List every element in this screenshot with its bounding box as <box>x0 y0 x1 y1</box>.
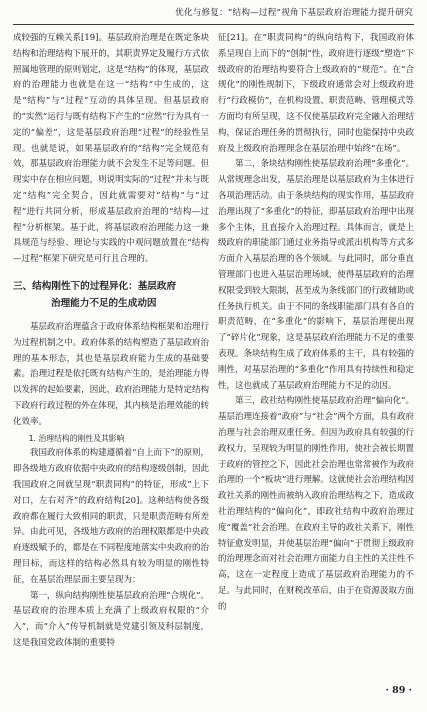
left-column <box>13 31 209 671</box>
section-title-line-2: 治理能力不足的生成动因 <box>51 297 157 309</box>
section-title <box>13 278 209 312</box>
section-title-line-1: 三、结构刚性下的过程异化：基层政府 <box>13 280 177 292</box>
subsection-heading: 1. 治理结构的刚性及其影响 <box>28 433 125 443</box>
paragraph: 成较强的互赖关系[19]。基层政府治理是在既定条块结构和治理结构下展开的，其职责界定及履行方式依照属地管理的原则划定，这是“结构”的体现，基层政府的治理能力也就是在这一“结构”中生成的，这是“结构”与“过程”互动的具体呈现。但基层政府的“实然”运行与既有结构下产生的“应然”行为具有一定的“偏差”，这是基层政府治理“过程”的经验性呈现。也就是说，如果基层政府的“结构”完全规范有效，那基层政府治理能力就不会发生不足等问题。但现实中存在相应问题，则说明实际的“过程”并未与既定“结构”完全契合，因此就需要对“结构”与“过程”进行共同分析，形成基层政府治理的“结构—过程”分析框架。基于此，将基层政府治理能力这一兼具规范与经验、理论与实践的中观问题放置在“结构—过程”框架下研究是可行且合理的。 <box>13 33 209 265</box>
paragraph: 我国政府体系的构建遵循着“自上而下”的原则，即各级地方政府依据中央政府的结构逐级创制，因此我国政府之间就呈现“职责同构”的特征，形成“上下对口，左右对齐”的政府结构[20]。这种结构使各级政府都在履行大致相同的职责，只是职责范畴有所差异。由此可见，各级地方政府的治理权限都是中央政府逐级赋予的，都是在不同程度地落实中央政府的治理目标，而这样的结构必然具有较为明显的刚性特征，在基层治理层面主要呈现为： <box>13 448 209 585</box>
paragraph: 第三，政社结构刚性使基层政府治理“偏向化”。基层治理连接着“政府”与“社会”两个方面，具有政府治理与社会治理双重任务。但因为政府具有较强的行政权力，呈现较为明显的刚性作用，使社会被长期置于政府的管控之下，因此社会治理也常常被作为政府治理的一个“板块”进行理解。这就使社会治理结构因政社关系的刚性而被纳入政府治理结构之下，造成政社治理结构的“偏向化”，即政社结构中政府治理过度“覆盖”社会治理。在政府主导的政社关系下，刚性特征愈发明显，并使基层治理“偏向”于贯彻上级政府的治理理念而对社会治理方面能力自主性的关注性不高，这在一定程度上造成了基层政府治理能力的不足。与此同时，在财税改革后，由于在资源汲取方面的 <box>218 396 414 612</box>
paragraph: 第二，条块结构刚性使基层政府治理“多重化”。从常规理念出发，基层治理是以基层政府为主体进行各项治理活动。由于条块结构的现实作用，基层政府治理出现了“多重化”的特征，即基层政府治理中出现多个主体，且直接介入治理过程。具体而言，就是上级政府的职能部门通过业务指导或派出机构等方式多方面介入基层治理的各个领域。与此同时，部分垂直管理部门也进入基层治理场域，使得基层政府的治理权限受到较大限制，甚至成为条线部门的行政辅助或任务执行机关。由于不同的条线职能部门具有各自的职责范畴，在“多重化”的影响下，基层治理便出现了“碎片化”现象，这是基层政府治理能力不足的重要表现。条块结构生成了政府体系的主干，具有较强的刚性，对基层治理的“多重化”作用具有持续性和稳定性，这也就成了基层政府治理能力不足的动因。 <box>218 159 414 391</box>
paragraph: 征[21]。在“职责同构”的纵向结构下，我国政府体系呈现自上而下的“创制”性，政府进行逐级“塑造”下级政府的治理结构要符合上级政府的“规范”。在“合规化”的刚性规制下，下级政府通常会对上级政府进行“行政模仿”，在机构设置、职责范畴、管理模式等方面均有所呈现，这不仅使基层政府完全融入治理结构，保证治理任务的贯彻执行，同时也能保持中央政府及上级政府治理理念在基层治理中始终“在场”。 <box>218 33 414 154</box>
paragraph: 基层政府治理蕴含于政府体系结构框架和治理行为过程机制之中。政府体系的结构塑造了基层政府治理的基本形态，其也是基层政府能力生成的基础要素。治理过程是依托既有结构产生的，是治理能力得以发挥的起始要素，因此，政府治理能力是特定结构下政府行政过程的外在体现，其内核是治理效能的转化效率。 <box>13 321 209 427</box>
paragraph: 第一，纵向结构刚性使基层政府治理“合规化”。基层政府的治理本质上充满了上级政府权限的“介入”，而“介入”传导机制就是党建引领及科层制度，这是我国党政体制的重要特 <box>13 590 209 648</box>
running-header: 优化与修复：“结构—过程”视角下基层政府治理能力提升研究 <box>175 8 413 18</box>
header-divider <box>13 24 414 25</box>
page-number: · 89 · <box>385 685 412 696</box>
right-column <box>218 31 414 671</box>
